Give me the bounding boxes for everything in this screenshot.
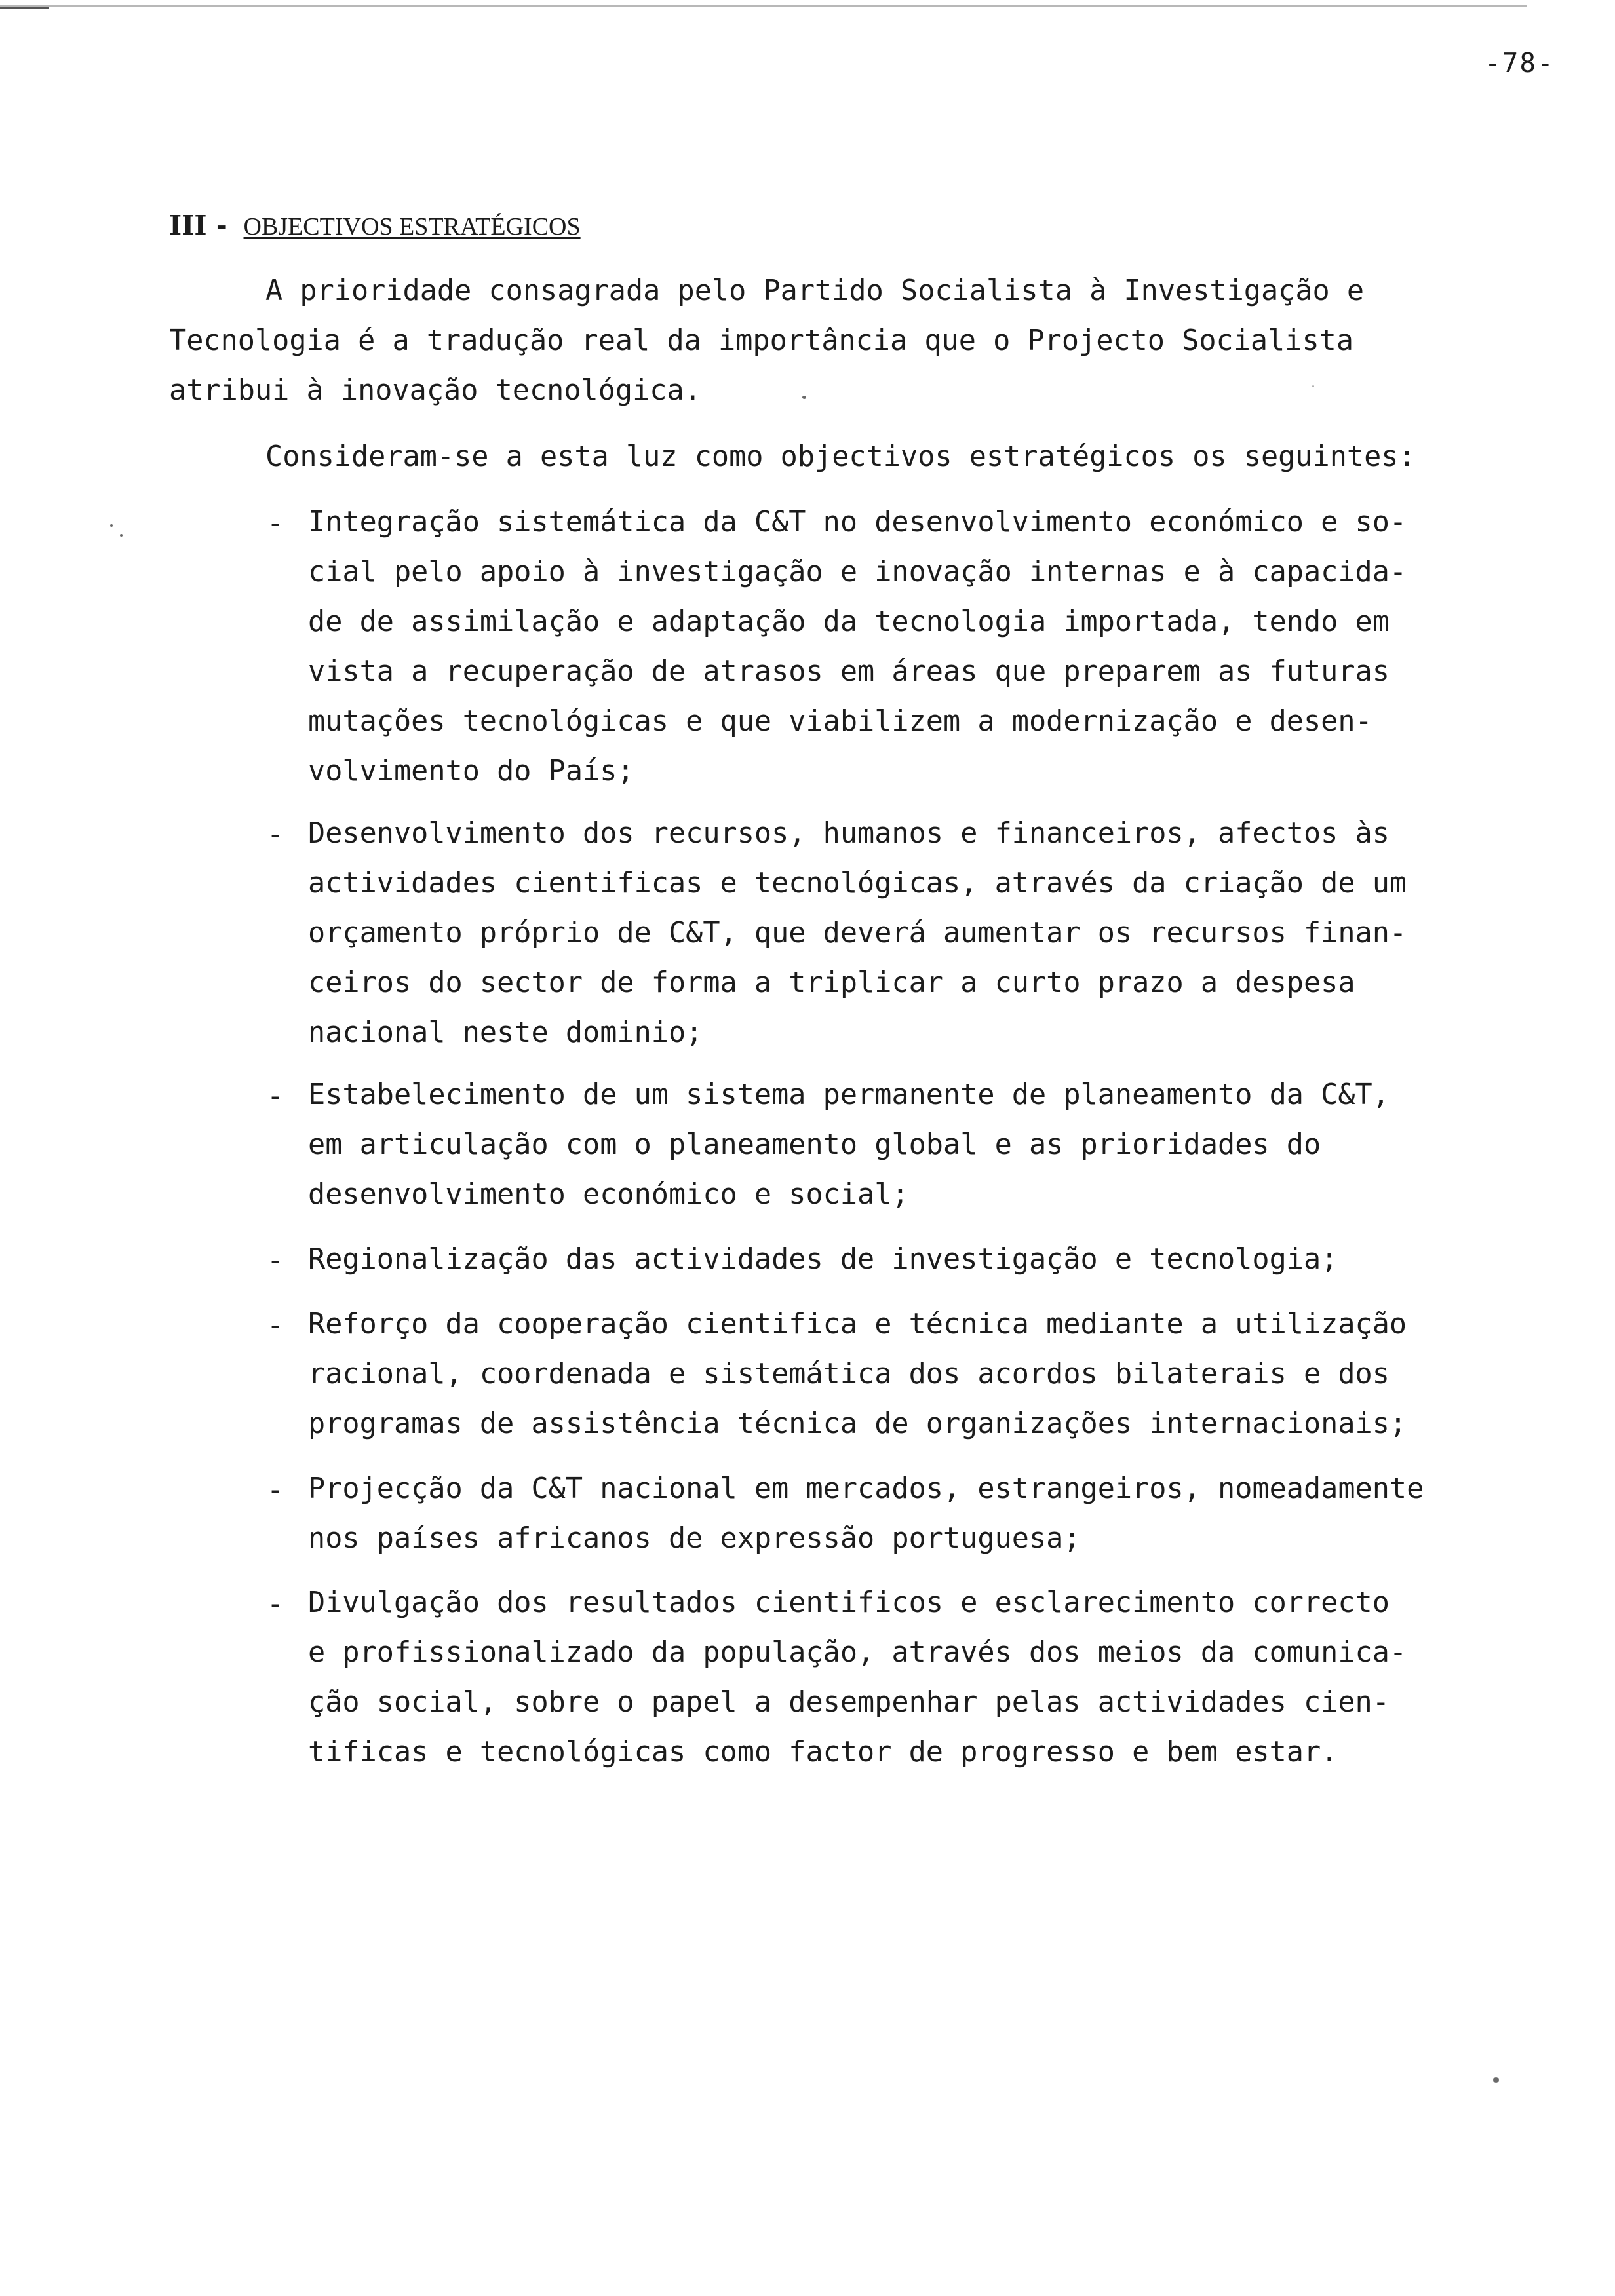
list-item-line: ção social, sobre o papel a desempenhar pelas actividades cien- bbox=[308, 1686, 1390, 1719]
list-item-line: nos países africanos de expressão portuguesa; bbox=[308, 1522, 1081, 1555]
list-item-line: desenvolvimento económico e social; bbox=[308, 1178, 909, 1211]
list-bullet: - bbox=[267, 1474, 284, 1506]
list-item-line: Divulgação dos resultados cientificos e esclarecimento correcto bbox=[308, 1586, 1390, 1619]
list-item-line: Reforço da cooperação cientifica e técnica mediante a utilização bbox=[308, 1308, 1407, 1341]
intro-line: A prioridade consagrada pelo Partido Socialista à Investigação e bbox=[265, 275, 1365, 307]
list-bullet: - bbox=[267, 818, 284, 851]
intro-line: Consideram-se a esta luz como objectivos estratégicos os seguintes: bbox=[265, 440, 1416, 473]
list-bullet: - bbox=[267, 1244, 284, 1277]
intro-line: atribui à inovação tecnológica. bbox=[169, 374, 701, 407]
list-item-line: cial pelo apoio à investigação e inovação internas e à capacida- bbox=[308, 556, 1407, 588]
intro-line: Tecnologia é a tradução real da importância que o Projecto Socialista bbox=[169, 324, 1354, 357]
list-item-line: Estabelecimento de um sistema permanente de planeamento da C&T, bbox=[308, 1079, 1390, 1111]
list-item-line: nacional neste dominio; bbox=[308, 1016, 703, 1049]
list-item-line: tificas e tecnológicas como factor de progresso e bem estar. bbox=[308, 1736, 1338, 1769]
list-item-line: racional, coordenada e sistemática dos acordos bilaterais e dos bbox=[308, 1358, 1390, 1390]
scan-speck bbox=[802, 396, 806, 399]
list-item-line: e profissionalizado da população, através dos meios da comunica- bbox=[308, 1636, 1407, 1669]
list-bullet: - bbox=[267, 1588, 284, 1620]
list-item-line: mutações tecnológicas e que viabilizem a modernização e desen- bbox=[308, 705, 1372, 738]
list-bullet: - bbox=[267, 1080, 284, 1113]
section-title: OBJECTIVOS ESTRATÉGICOS bbox=[243, 213, 581, 240]
top-scan-rule-mark bbox=[0, 7, 49, 9]
page-number: -78- bbox=[1485, 47, 1555, 79]
list-item-line: programas de assistência técnica de organizações internacionais; bbox=[308, 1407, 1407, 1440]
list-item-line: orçamento próprio de C&T, que deverá aumentar os recursos finan- bbox=[308, 917, 1407, 949]
list-item-line: ceiros do sector de forma a triplicar a curto prazo a despesa bbox=[308, 966, 1355, 999]
list-item-line: Desenvolvimento dos recursos, humanos e financeiros, afectos às bbox=[308, 817, 1390, 850]
list-bullet: - bbox=[267, 507, 284, 540]
list-item-line: de de assimilação e adaptação da tecnologia importada, tendo em bbox=[308, 605, 1390, 638]
scan-speck bbox=[1493, 2077, 1499, 2083]
top-scan-rule bbox=[0, 5, 1527, 7]
section-number: III - bbox=[169, 210, 227, 241]
list-item-line: vista a recuperação de atrasos em áreas que preparem as futuras bbox=[308, 655, 1390, 688]
list-bullet: - bbox=[267, 1309, 284, 1342]
list-item-line: em articulação com o planeamento global e as prioridades do bbox=[308, 1128, 1321, 1161]
list-item-line: actividades cientificas e tecnológicas, através da criação de um bbox=[308, 867, 1407, 900]
list-item-line: Integração sistemática da C&T no desenvolvimento económico e so- bbox=[308, 506, 1407, 539]
list-item-line: Regionalização das actividades de investigação e tecnologia; bbox=[308, 1243, 1338, 1276]
list-item-line: volvimento do País; bbox=[308, 755, 634, 788]
section-heading bbox=[169, 210, 581, 241]
scan-speck bbox=[1312, 385, 1314, 387]
scan-speck bbox=[110, 524, 113, 527]
list-item-line: Projecção da C&T nacional em mercados, estrangeiros, nomeadamente bbox=[308, 1472, 1424, 1505]
scan-speck bbox=[120, 534, 123, 537]
